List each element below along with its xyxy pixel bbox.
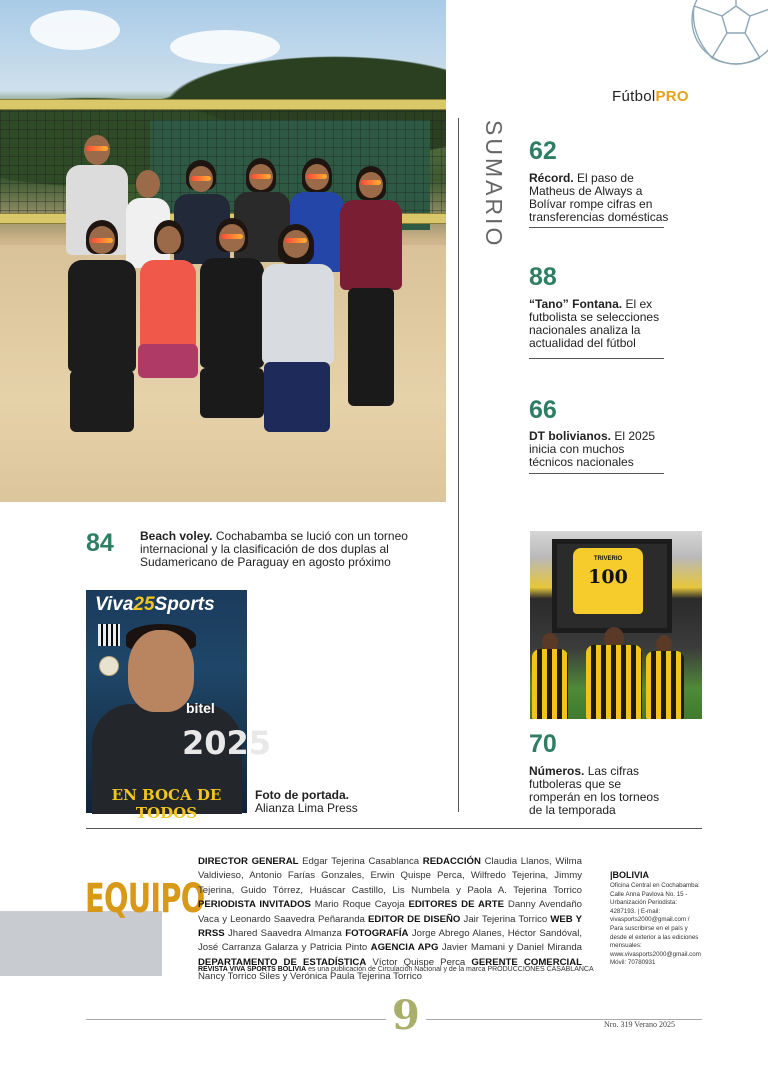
staff-names: Danny Avendaño Vaca y Leonardo Saavedra Peñaranda (198, 899, 582, 925)
publication-note (198, 966, 598, 973)
cover-sponsor-text: bitel (186, 700, 215, 716)
staff-names: Jair Tejerina Torrico (463, 913, 548, 925)
publication-name: REVISTA VIVA SPORTS BOLIVIA (198, 966, 307, 973)
jersey-name-text: TRIVERIO (593, 556, 623, 562)
jersey-number-text: 100 (588, 566, 628, 588)
item-description: El paso de Matheus de Always a Bolívar rompe cifras en transferencias domésticas (529, 171, 669, 224)
item-page-number: 84 (86, 529, 114, 557)
staff-role: AGENCIA APG (370, 942, 439, 954)
item-description: El 2025 inicia con muchos técnicos nacionales (529, 429, 656, 469)
staff-names: Javier Mamani y Daniel Miranda (441, 942, 583, 954)
column-divider (458, 118, 459, 812)
staff-role: GERENTE COMERCIAL (471, 956, 583, 968)
staff-names: Mario Roque Cayoja (314, 899, 405, 911)
publication-text: es una publicación de Circulación Nacional y de la marca PRODUCCIONES CASABLANCA (308, 966, 594, 973)
item-summary (529, 765, 669, 817)
staff-role: DIRECTOR GENERAL (198, 856, 299, 867)
brand-logo-text: Fútbol (612, 88, 656, 105)
section-title-text: SUMARIO (481, 120, 507, 249)
item-summary (529, 298, 664, 350)
cover-caption-title: Foto de portada. (255, 788, 349, 802)
cover-caption-credit: Alianza Lima Press (255, 801, 358, 815)
qr-code-icon (98, 624, 120, 646)
office-title: |BOLIVIA (610, 870, 650, 880)
magazine-cover-image (86, 590, 272, 822)
issue-info: Nro. 319 Verano 2025 (604, 1020, 675, 1029)
cover-masthead-part: Viva (95, 594, 134, 615)
office-title-text: BOLIVIA (612, 870, 650, 880)
staff-names: Edgar Tejerina Casablanca (302, 856, 420, 867)
item-rule (529, 358, 664, 359)
item-page-number: 88 (529, 263, 557, 291)
staff-role: EDITOR DE DISEÑO (368, 913, 461, 925)
item-description: Cochabamba se lució con un torneo internacional y la clasificación de dos duplas al Sudamericano de Paraguay en agosto próximo (140, 529, 408, 569)
staff-names: Nancy Torrico Siles y Verónica Paula Tejerina Torrico (198, 971, 422, 983)
item-title: DT bolivianos. (529, 429, 612, 443)
section-title (480, 120, 510, 250)
cover-masthead (95, 594, 215, 616)
staff-role: REDACCIÓN (422, 856, 481, 867)
beach-volley-team-photo (0, 0, 446, 502)
seal-icon (99, 656, 119, 676)
office-contact: Oficina Central en Cochabamba: Calle Anna Pavlova No. 15 - Urbanización Periodista: 4287193. | E-mail: vivasports2000@gmail.com / Para suscribirse en el país y desde el exterior a las ediciones mensuales: www.vivasports2000@gmail.com Móvil: 70780931 (610, 882, 701, 967)
soccer-ball-icon (686, 0, 768, 70)
cover-masthead-part: Sports (154, 594, 215, 615)
item-title: Beach voley. (140, 529, 213, 543)
equipo-title: EQUIPO (85, 876, 205, 922)
item-title: Récord. (529, 171, 574, 185)
staff-role: FOTOGRAFÍA (345, 928, 409, 940)
item-summary (529, 430, 664, 469)
item-summary (529, 172, 669, 224)
brand-logo-accent: PRO (655, 88, 689, 105)
cover-shirt-number: 2025 (182, 724, 272, 762)
item-page-number: 62 (529, 137, 557, 165)
item-rule (529, 227, 664, 228)
cover-masthead-number: 25 (133, 594, 155, 615)
staff-role: WEB Y RRSS (198, 913, 583, 940)
item-summary (140, 530, 430, 569)
staff-role: DEPARTAMENTO DE ESTADÍSTICA (198, 956, 367, 968)
staff-names: Víctor Quispe Perca (372, 956, 466, 968)
staff-names: Jorge Abrego Alanes, Héctor Sandóval, José Carranza Galarza y Patricia Pinto (198, 928, 582, 954)
item-rule (529, 473, 664, 474)
brand-logo (612, 88, 689, 105)
section-divider (86, 828, 702, 829)
item-description: Las cifras futboleras que se romperán en los torneos de la temporada (529, 764, 660, 817)
staff-role: PERIODISTA INVITADOS (198, 899, 311, 911)
cover-caption (255, 789, 435, 815)
item-description: El ex futbolista se selecciones nacionales analiza la actualidad del fútbol (529, 297, 660, 350)
cover-headline: EN BOCA DE TODOS (111, 786, 222, 822)
item-page-number: 70 (529, 730, 557, 758)
staff-names: Claudia Llanos, Wilma Valdivieso, Antonio Farías Gonzales, Erwin Quispe Perca, Wilfredo Tejerina, Jimmy Tejerina, Guido Tórrez, Huáscar Castillo, Lis Numbela y Paola A. Tejerina Torrico (198, 856, 582, 896)
item-title: Números. (529, 764, 585, 778)
jersey-celebration-photo (530, 531, 702, 719)
page-number: 9 (386, 992, 426, 1039)
staff-names: Jhared Saavedra Almanza (228, 928, 342, 940)
item-page-number: 66 (529, 396, 557, 424)
staff-role: EDITORES DE ARTE (408, 899, 505, 911)
item-title: “Tano” Fontana. (529, 297, 623, 311)
